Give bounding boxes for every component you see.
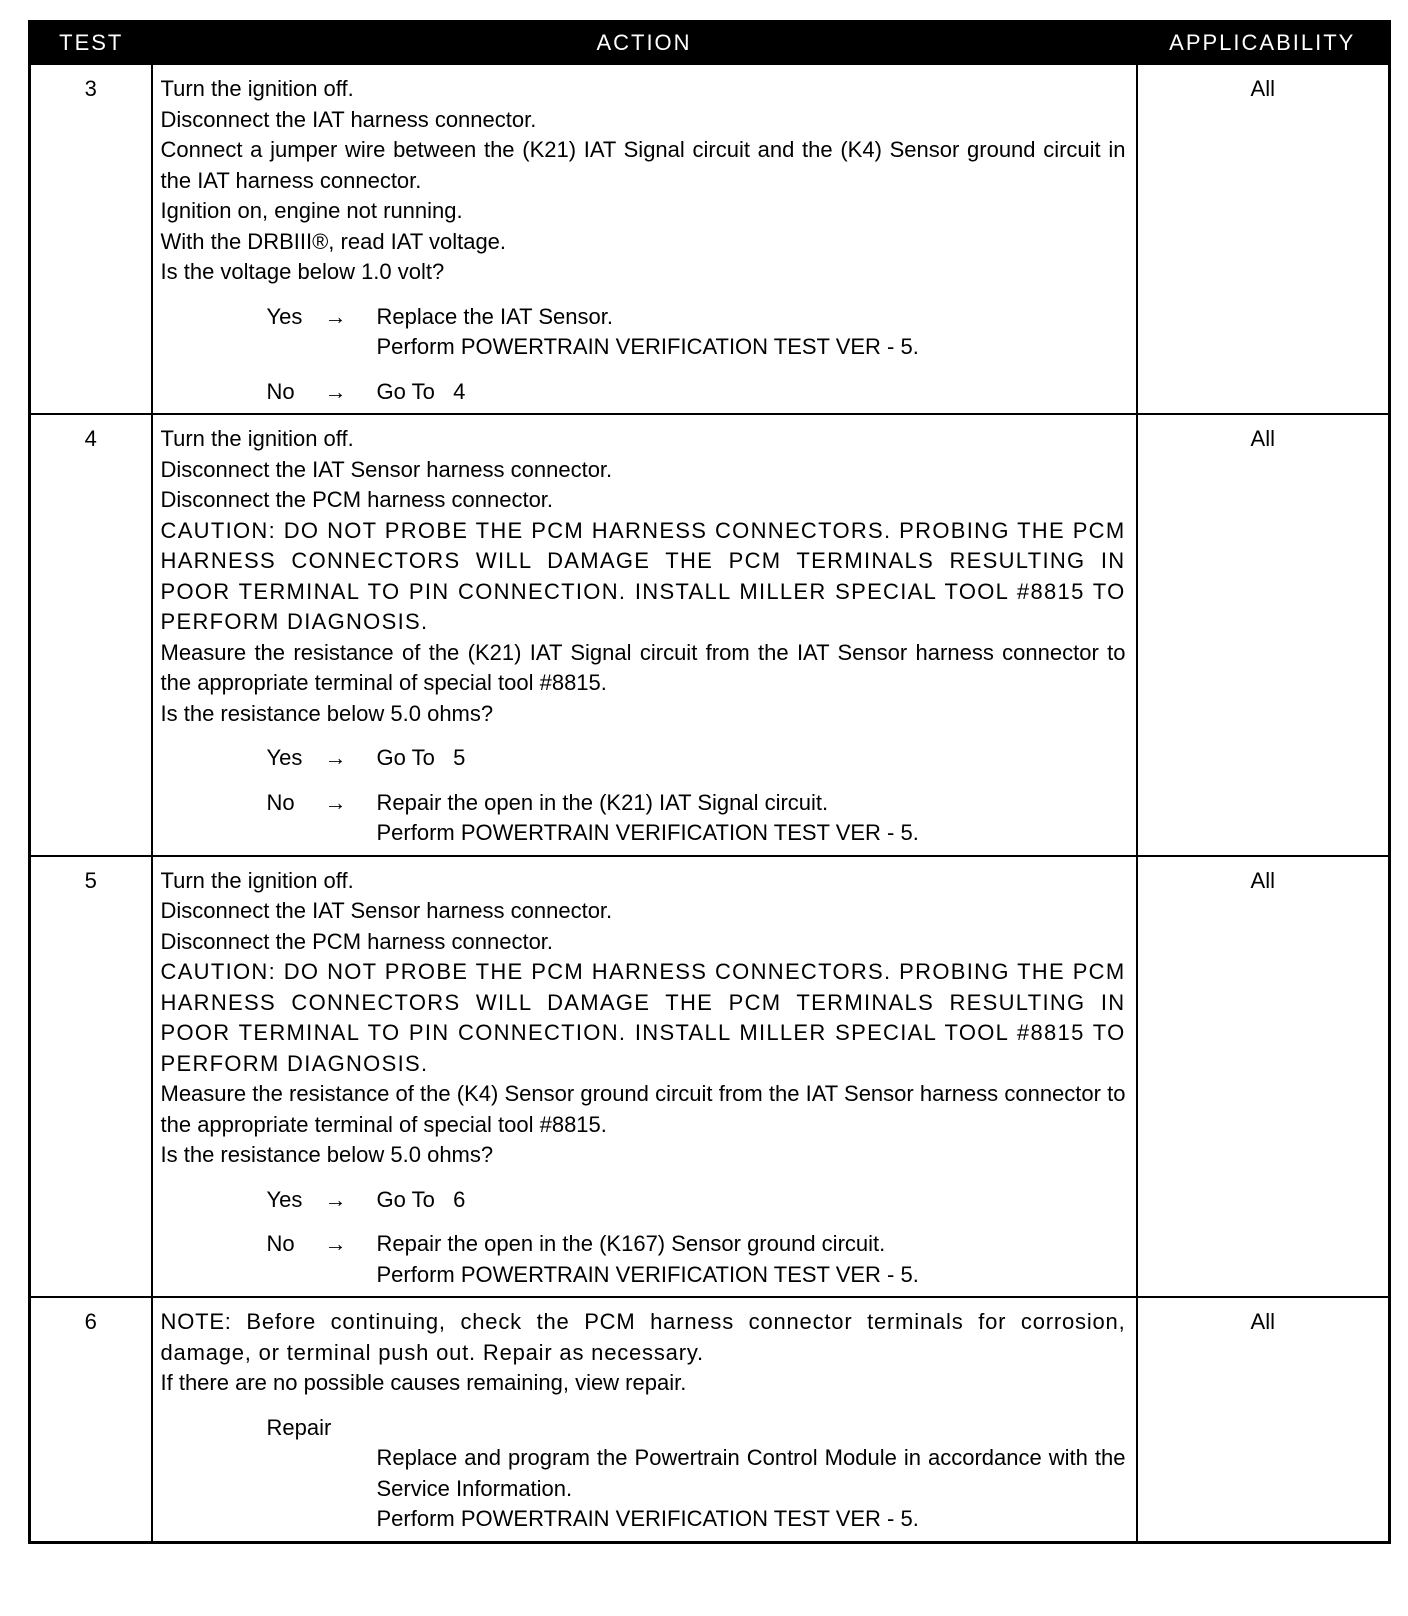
step: Disconnect the IAT harness connector. <box>160 106 537 132</box>
action-cell <box>152 1297 1137 1542</box>
yes-result <box>377 302 919 363</box>
right-arrow-icon: → <box>324 789 347 815</box>
no-result <box>377 788 919 849</box>
question: Is the voltage below 1.0 volt? <box>160 259 445 284</box>
applicability-cell: All <box>1137 1297 1390 1542</box>
result-line: Repair the open in the (K167) Sensor ground circuit. <box>376 1231 886 1256</box>
no-result <box>377 1229 919 1290</box>
test-row-4 <box>30 414 1390 856</box>
yes-label: Yes <box>266 745 303 770</box>
question: Is the resistance below 5.0 ohms? <box>160 1142 494 1167</box>
yes-result <box>377 743 466 774</box>
step: Turn the ignition off. <box>160 867 354 893</box>
right-arrow-icon: → <box>324 303 347 329</box>
action-cell <box>152 414 1137 856</box>
result-line: Go To 4 <box>376 378 466 404</box>
no-label: No <box>266 789 295 815</box>
step: Turn the ignition off. <box>160 426 354 451</box>
step: Connect a jumper wire between the (K21) IAT Signal circuit and the (K4) Sensor ground circuit in the IAT harness connector. <box>160 137 1126 193</box>
action-cell <box>152 64 1137 414</box>
header-test: TEST <box>30 22 152 65</box>
yes-label: Yes <box>266 303 303 329</box>
no-outcome <box>161 377 1126 408</box>
test-number: 5 <box>30 856 152 1298</box>
action-cell <box>152 856 1137 1298</box>
yes-result <box>377 1185 466 1216</box>
test-number: 3 <box>30 64 152 414</box>
no-result <box>377 377 466 408</box>
caution-text: CAUTION: DO NOT PROBE THE PCM HARNESS CONNECTORS. PROBING THE PCM HARNESS CONNECTORS WILL DAMAGE THE PCM TERMINALS RESULTING IN POOR TERMINAL TO PIN CONNECTION. INSTALL MILLER SPECIAL TOOL #8815 TO PERFORM DIAGNOSIS. <box>160 517 1126 634</box>
result-line: Perform POWERTRAIN VERIFICATION TEST VER - 5. <box>376 1506 919 1531</box>
question: Is the resistance below 5.0 ohms? <box>160 700 494 726</box>
step-list <box>161 424 1126 729</box>
result-line: Perform POWERTRAIN VERIFICATION TEST VER - 5. <box>376 820 919 845</box>
step: Disconnect the PCM harness connector. <box>160 487 554 512</box>
header-action: ACTION <box>152 22 1137 65</box>
step: Ignition on, engine not running. <box>160 198 463 223</box>
yes-outcome <box>161 743 1126 774</box>
result-line: Go To 5 <box>376 745 466 770</box>
result-line: Replace and program the Powertrain Control Module in accordance with the Service Information. <box>376 1445 1126 1501</box>
applicability-cell: All <box>1137 414 1390 856</box>
test-row-5 <box>30 856 1390 1298</box>
step: Measure the resistance of the (K4) Sensor ground circuit from the IAT Sensor harness connector to the appropriate terminal of special tool #8815. <box>160 1081 1126 1137</box>
no-outcome <box>161 1229 1126 1290</box>
no-label: No <box>266 1231 295 1256</box>
step-list <box>161 74 1126 288</box>
step-list <box>161 1307 1126 1399</box>
caution-text: CAUTION: DO NOT PROBE THE PCM HARNESS CONNECTORS. PROBING THE PCM HARNESS CONNECTORS WILL DAMAGE THE PCM TERMINALS RESULTING IN POOR TERMINAL TO PIN CONNECTION. INSTALL MILLER SPECIAL TOOL #8815 TO PERFORM DIAGNOSIS. <box>160 959 1126 1076</box>
right-arrow-icon: → <box>324 1186 347 1212</box>
right-arrow-icon: → <box>324 745 347 770</box>
step: Disconnect the PCM harness connector. <box>160 928 554 954</box>
step: Turn the ignition off. <box>160 76 354 101</box>
applicability-cell: All <box>1137 64 1390 414</box>
result-line: Replace the IAT Sensor. <box>376 303 613 329</box>
test-row-3 <box>30 64 1390 414</box>
repair-label: Repair <box>266 1414 332 1440</box>
test-number: 4 <box>30 414 152 856</box>
result-line: Go To 6 <box>376 1186 466 1212</box>
test-row-6 <box>30 1297 1390 1542</box>
step: If there are no possible causes remaining, view repair. <box>160 1370 687 1395</box>
right-arrow-icon: → <box>324 378 347 404</box>
repair-result <box>267 1443 1126 1535</box>
step: With the DRBIII®, read IAT voltage. <box>160 228 507 254</box>
yes-outcome <box>161 1185 1126 1216</box>
yes-outcome <box>161 302 1126 363</box>
yes-label: Yes <box>266 1186 303 1212</box>
result-line: Repair the open in the (K21) IAT Signal circuit. <box>376 789 829 815</box>
note-text: NOTE: Before continuing, check the PCM harness connector terminals for corrosion, damage, or terminal push out. Repair as necessary. <box>160 1309 1126 1365</box>
repair-outcome <box>161 1413 1126 1535</box>
test-number: 6 <box>30 1297 152 1542</box>
step: Measure the resistance of the (K21) IAT Signal circuit from the IAT Sensor harness connector to the appropriate terminal of special tool #8815. <box>160 639 1126 695</box>
right-arrow-icon: → <box>324 1231 347 1256</box>
applicability-cell: All <box>1137 856 1390 1298</box>
result-line: Perform POWERTRAIN VERIFICATION TEST VER - 5. <box>376 334 919 359</box>
step: Disconnect the IAT Sensor harness connector. <box>160 456 613 482</box>
table-header-row <box>30 22 1390 65</box>
step: Disconnect the IAT Sensor harness connector. <box>160 898 613 923</box>
no-label: No <box>266 378 295 404</box>
no-outcome <box>161 788 1126 849</box>
step-list <box>161 866 1126 1171</box>
header-applicability: APPLICABILITY <box>1137 22 1390 65</box>
diagnostic-test-table <box>28 20 1391 1544</box>
result-line: Perform POWERTRAIN VERIFICATION TEST VER - 5. <box>376 1261 919 1287</box>
